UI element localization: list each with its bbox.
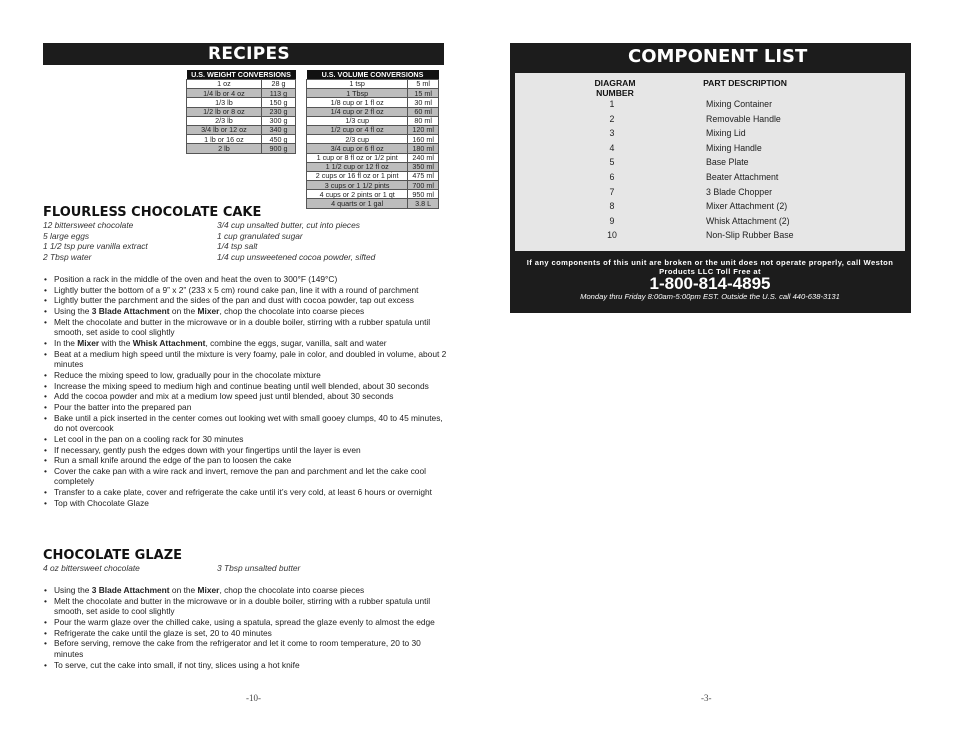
table-row — [307, 107, 439, 116]
step-text: Bake until a pick inserted in the center comes out looking wet with small gooey clumps, 40 to 45 minutes, do not overcook — [54, 412, 443, 434]
part-description: Base Plate — [706, 157, 749, 168]
part-description: 3 Blade Chopper — [706, 186, 773, 197]
us-measure-cell: 1/2 cup or 4 fl oz — [307, 125, 408, 134]
us-measure-cell: 1/4 cup or 2 fl oz — [307, 107, 408, 116]
part-row — [602, 143, 892, 158]
part-row — [602, 114, 892, 129]
step-text: If necessary, gently push the edges down with your fingertips until the layer is even — [54, 444, 361, 455]
part-row — [602, 216, 892, 231]
glaze-steps-list — [43, 585, 448, 670]
step-text: To serve, cut the cake into small, if not tiny, slices using a hot knife — [54, 659, 300, 670]
metric-measure-cell: 240 ml — [408, 153, 439, 162]
step-text: Using the — [54, 305, 92, 316]
step-item — [43, 498, 448, 509]
us-measure-cell: 2/3 cup — [307, 135, 408, 144]
metric-measure-cell: 80 ml — [408, 116, 439, 125]
us-measure-cell: 3/4 lb or 12 oz — [187, 125, 262, 134]
table-row — [307, 116, 439, 125]
metric-measure-cell: 475 ml — [408, 171, 439, 180]
step-item — [43, 487, 448, 498]
metric-measure-cell: 160 ml — [408, 135, 439, 144]
metric-measure-cell: 950 ml — [408, 190, 439, 199]
table-row — [307, 80, 439, 89]
table-row — [187, 135, 296, 144]
table-row — [187, 144, 296, 153]
table-row — [307, 171, 439, 180]
ingredient: 1/4 cup unsweetened cocoa powder, sifted — [217, 251, 376, 262]
us-measure-cell: 1/3 lb — [187, 98, 262, 107]
ingredient: 1 1/2 tsp pure vanilla extract — [43, 241, 148, 251]
metric-measure-cell: 150 g — [261, 98, 295, 107]
step-item — [43, 628, 448, 639]
table-row — [187, 98, 296, 107]
part-description-header: PART DESCRIPTION — [703, 78, 787, 88]
cake-title: FLOURLESS CHOCOLATE CAKE — [43, 205, 262, 220]
step-text: Let cool in the pan on a cooling rack for 30 minutes — [54, 433, 244, 444]
metric-measure-cell: 300 g — [261, 116, 295, 125]
left-page-number: -10- — [246, 693, 261, 703]
support-hours: Monday thru Friday 8:00am-5:00pm EST. Outside the U.S. call 440-638-3131 — [580, 292, 840, 301]
us-measure-cell: 1/3 cup — [307, 116, 408, 125]
recipes-title: RECIPES — [208, 44, 290, 64]
step-emphasis: Mixer — [77, 337, 100, 348]
step-item — [43, 285, 448, 296]
part-number: 8 — [609, 201, 615, 212]
table-row — [187, 125, 296, 134]
step-text: Refrigerate the cake until the glaze is set, 20 to 40 minutes — [54, 627, 272, 638]
part-number: 6 — [609, 171, 615, 182]
part-row — [602, 201, 892, 216]
step-emphasis: 3 Blade Attachment — [91, 305, 170, 316]
cake-steps-list — [43, 274, 448, 508]
metric-measure-cell: 450 g — [261, 135, 295, 144]
step-text: , chop the chocolate into coarse pieces — [219, 305, 365, 316]
part-description: Removable Handle — [706, 113, 781, 124]
step-text: on the — [169, 305, 198, 316]
step-item — [43, 660, 448, 671]
glaze-ingredient-right: 3 Tbsp unsalted butter — [217, 563, 301, 573]
table-row — [307, 144, 439, 153]
step-item — [43, 585, 448, 596]
metric-measure-cell: 120 ml — [408, 125, 439, 134]
table-row — [307, 153, 439, 162]
step-item — [43, 338, 448, 349]
table-row — [187, 107, 296, 116]
step-item — [43, 370, 448, 381]
step-text: Pour the warm glaze over the chilled cake, using a spatula, spread the glaze evenly to almost the edge — [54, 616, 435, 627]
glaze-ingredient-left: 4 oz bittersweet chocolate — [43, 563, 140, 573]
us-measure-cell: 2 cups or 16 fl oz or 1 pint — [307, 171, 408, 180]
support-notice: If any components of this unit are broken or the unit does not operate properly, call Weston Products LLC Toll Free at — [526, 258, 894, 276]
metric-measure-cell: 700 ml — [408, 181, 439, 190]
metric-measure-cell: 60 ml — [408, 107, 439, 116]
us-measure-cell: 1 cup or 8 fl oz or 1/2 pint — [307, 153, 408, 162]
step-emphasis: Mixer — [197, 305, 220, 316]
step-text: Position a rack in the middle of the oven and heat the oven to 300°F (149°C) — [54, 274, 338, 284]
table-row — [307, 125, 439, 134]
step-item — [43, 306, 448, 317]
ingredient: 1 cup granulated sugar — [217, 230, 303, 241]
us-measure-cell: 1 oz — [187, 80, 262, 89]
part-number: 1 — [609, 99, 615, 109]
us-measure-cell: 1 Tbsp — [307, 89, 408, 98]
table-row — [307, 135, 439, 144]
part-number: 10 — [607, 230, 617, 241]
us-measure-cell: 1 tsp — [307, 80, 408, 89]
table-row — [307, 162, 439, 171]
part-description: Mixing Lid — [706, 128, 746, 139]
cake-ingredients-left — [43, 220, 148, 262]
ingredient: 2 Tbsp water — [43, 251, 92, 262]
us-measure-cell: 4 quarts or 1 gal — [307, 199, 408, 208]
part-description: Whisk Attachment (2) — [706, 215, 790, 226]
table-row — [307, 98, 439, 107]
step-text: Beat at a medium high speed until the mixture is very foamy, pale in color, and doubled in volume, about 2 minutes — [54, 348, 447, 370]
part-row — [602, 172, 892, 187]
table-row — [307, 190, 439, 199]
step-item — [43, 391, 448, 402]
part-row — [602, 99, 892, 114]
part-description: Non-Slip Rubber Base — [706, 230, 794, 241]
us-measure-cell: 1 lb or 16 oz — [187, 135, 262, 144]
step-item — [43, 402, 448, 413]
step-text: , chop the chocolate into coarse pieces — [219, 585, 365, 595]
diagram-number-header: DIAGRAM NUMBER — [594, 78, 636, 98]
weight-conversion-table — [186, 70, 296, 154]
ingredient: 3/4 cup unsalted butter, cut into pieces — [217, 220, 360, 230]
step-text: on the — [169, 585, 198, 595]
ingredient: 5 large eggs — [43, 230, 90, 241]
us-measure-cell: 1/4 lb or 4 oz — [187, 89, 262, 98]
table-row — [307, 199, 439, 208]
us-measure-cell: 2/3 lb — [187, 116, 262, 125]
metric-measure-cell: 3.8 L — [408, 199, 439, 208]
step-emphasis: Whisk Attachment — [132, 337, 206, 348]
table-row — [307, 89, 439, 98]
step-text: Melt the chocolate and butter in the microwave or in a double boiler, stirring with a rubber spatula until smooth, set aside to cool slightly — [54, 316, 431, 338]
step-item — [43, 381, 448, 392]
support-phone: 1-800-814-4895 — [649, 274, 771, 293]
step-text: In the — [54, 337, 78, 348]
ingredient: 12 bittersweet chocolate — [43, 220, 134, 230]
step-item — [43, 349, 448, 370]
metric-measure-cell: 30 ml — [408, 98, 439, 107]
part-description: Beater Attachment — [706, 171, 779, 182]
step-text: , combine the eggs, sugar, vanilla, salt and water — [205, 337, 387, 348]
step-text: Increase the mixing speed to medium high and continue beating until well blended, about 30 seconds — [54, 380, 429, 391]
step-emphasis: 3 Blade Attachment — [91, 585, 170, 595]
step-item — [43, 596, 448, 617]
parts-list — [602, 99, 892, 245]
part-description: Mixing Handle — [706, 142, 762, 153]
metric-measure-cell: 113 g — [261, 89, 295, 98]
component-list-title: COMPONENT LIST — [628, 46, 808, 67]
step-item — [43, 617, 448, 628]
step-text: Using the — [54, 585, 92, 595]
cake-ingredients-right — [217, 220, 375, 262]
step-text: Lightly butter the bottom of a 9” x 2” (233 x 5 cm) round cake pan, line it with a round of parchment — [54, 284, 419, 295]
glaze-title: CHOCOLATE GLAZE — [43, 548, 182, 563]
step-item — [43, 274, 448, 285]
metric-measure-cell: 900 g — [261, 144, 295, 153]
part-number: 4 — [609, 142, 615, 153]
step-item — [43, 317, 448, 338]
part-row — [602, 187, 892, 202]
step-item — [43, 434, 448, 445]
us-measure-cell: 4 cups or 2 pints or 1 qt — [307, 190, 408, 199]
table-row — [187, 80, 296, 89]
table-row — [307, 181, 439, 190]
us-measure-cell: 3 cups or 1 1/2 pints — [307, 181, 408, 190]
metric-measure-cell: 15 ml — [408, 89, 439, 98]
us-measure-cell: 1 1/2 cup or 12 fl oz — [307, 162, 408, 171]
metric-measure-cell: 340 g — [261, 125, 295, 134]
recipes-title-bar — [43, 43, 444, 65]
us-measure-cell: 1/8 cup or 1 fl oz — [307, 98, 408, 107]
volume-table-header: U.S. VOLUME CONVERSIONS — [307, 70, 439, 80]
metric-measure-cell: 5 ml — [408, 80, 439, 89]
part-row — [602, 230, 892, 245]
step-text: Pour the batter into the prepared pan — [54, 401, 192, 412]
part-number: 7 — [609, 186, 615, 197]
step-text: Lightly butter the parchment and the sides of the pan and dust with cocoa powder, tap out excess — [54, 295, 414, 306]
volume-conversion-table — [306, 70, 439, 209]
part-row — [602, 128, 892, 143]
metric-measure-cell: 28 g — [261, 80, 295, 89]
step-item — [43, 295, 448, 306]
us-measure-cell: 2 lb — [187, 144, 262, 153]
step-text: Run a small knife around the edge of the pan to loosen the cake — [54, 455, 292, 466]
table-row — [187, 116, 296, 125]
ingredient: 1/4 tsp salt — [217, 241, 258, 251]
metric-measure-cell: 180 ml — [408, 144, 439, 153]
part-row — [602, 157, 892, 172]
part-number: 9 — [609, 215, 615, 226]
metric-measure-cell: 350 ml — [408, 162, 439, 171]
step-text: with the — [99, 337, 133, 348]
step-text: Add the cocoa powder and mix at a medium low speed just until blended, about 30 seconds — [54, 391, 394, 402]
table-row — [187, 89, 296, 98]
weight-table-header: U.S. WEIGHT CONVERSIONS — [187, 70, 296, 80]
part-number: 3 — [609, 128, 615, 139]
step-text: Before serving, remove the cake from the refrigerator and let it come to room temperature, 20 to 30 minutes — [54, 638, 421, 659]
us-measure-cell: 3/4 cup or 6 fl oz — [307, 144, 408, 153]
part-description: Mixing Container — [706, 99, 773, 109]
step-item — [43, 638, 448, 659]
step-item — [43, 413, 448, 434]
us-measure-cell: 1/2 lb or 8 oz — [187, 107, 262, 116]
step-emphasis: Mixer — [197, 585, 220, 595]
right-page-number: -3- — [701, 693, 712, 703]
step-item — [43, 455, 448, 466]
part-number: 2 — [609, 113, 615, 124]
step-item — [43, 466, 448, 487]
part-number: 5 — [609, 157, 615, 168]
step-text: Cover the cake pan with a wire rack and invert, remove the pan and parchment and let the cake cool completely — [54, 465, 426, 487]
metric-measure-cell: 230 g — [261, 107, 295, 116]
step-text: Reduce the mixing speed to low, gradually pour in the chocolate mixture — [54, 369, 321, 380]
step-text: Melt the chocolate and butter in the microwave or in a double boiler, stirring with a rubber spatula until smooth, set aside to cool slightly — [54, 595, 431, 617]
step-item — [43, 445, 448, 456]
step-text: Transfer to a cake plate, cover and refrigerate the cake until it’s very cold, at least 6 hours or overnight — [54, 487, 432, 498]
part-description: Mixer Attachment (2) — [706, 201, 788, 212]
step-text: Top with Chocolate Glaze — [54, 497, 149, 508]
